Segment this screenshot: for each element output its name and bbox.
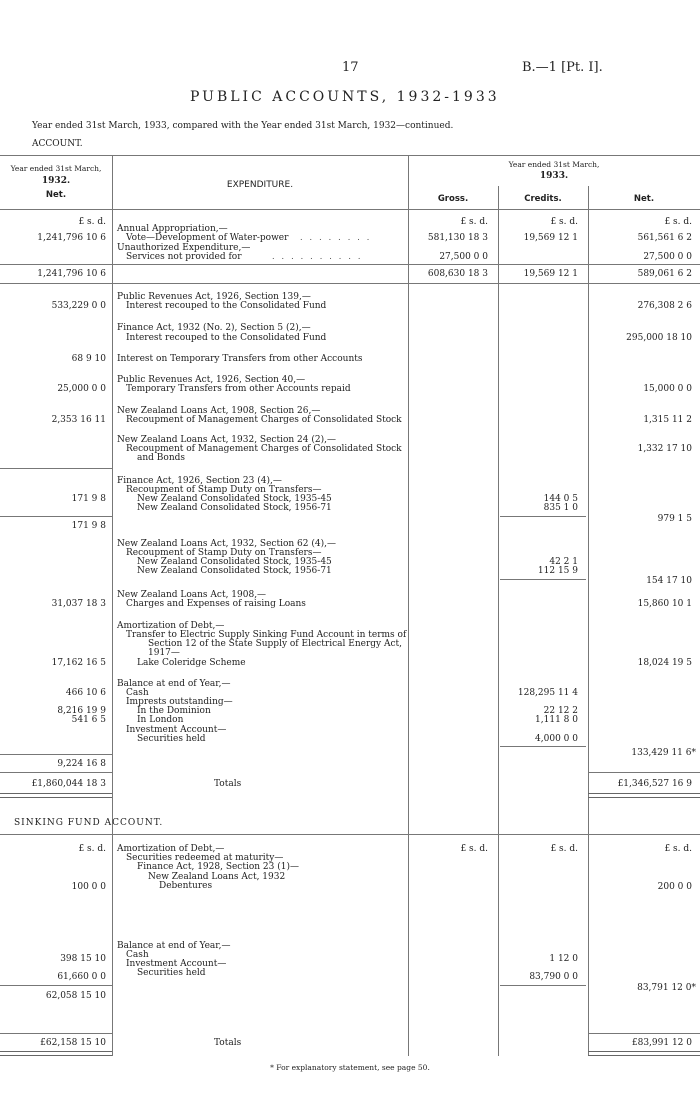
- row-label: New Zealand Loans Act, 1932: [148, 872, 286, 882]
- amount-prev: 398 15 10: [60, 954, 106, 964]
- document-reference: B.—1 [Pt. I].: [522, 60, 603, 75]
- row-label: Balance at end of Year,—: [117, 679, 231, 689]
- row-label: Securities redeemed at maturity—: [126, 853, 284, 863]
- currency-gross: £ s. d.: [460, 217, 488, 227]
- currency-gross: £ s. d.: [460, 844, 488, 854]
- subtotal-credit: 19,569 12 1: [523, 269, 578, 279]
- row-label: Finance Act, 1932 (No. 2), Section 5 (2),—: [117, 323, 311, 333]
- amount-credit: 1,111 8 0: [535, 715, 578, 725]
- amount-net: 18,024 19 5: [637, 658, 692, 668]
- row-label: New Zealand Loans Act, 1908, Section 26,—: [117, 406, 321, 416]
- amount-prev: 541 6 5: [71, 715, 106, 725]
- row-label: New Zealand Loans Act, 1908,—: [117, 590, 267, 600]
- row-label: Unauthorized Expenditure,—: [117, 243, 251, 253]
- amount-net: 1,315 11 2: [643, 415, 692, 425]
- subtotal-prev: 1,241,796 10 6: [37, 269, 106, 279]
- amount-credit: 19,569 12 1: [523, 233, 578, 243]
- currency-credits: £ s. d.: [550, 217, 578, 227]
- row-label: Cash: [126, 950, 149, 960]
- amount-credit: 4,000 0 0: [535, 734, 578, 744]
- amount-credit: 144 0 5: [543, 494, 578, 504]
- header-right-year-num: 1933.: [539, 171, 569, 181]
- row-label: Vote—Development of Water-power: [126, 233, 289, 243]
- amount-net: 133,429 11 6*: [631, 748, 696, 758]
- row-label: Amortization of Debt,—: [117, 621, 225, 631]
- currency-net: £ s. d.: [664, 217, 692, 227]
- amount-prev: 61,660 0 0: [57, 972, 106, 982]
- subtotal-prev: 171 9 8: [71, 521, 106, 531]
- row-label: New Zealand Loans Act, 1932, Section 62 (4),—: [117, 539, 336, 549]
- row-label: Charges and Expenses of raising Loans: [126, 599, 306, 609]
- row-label: Balance at end of Year,—: [117, 941, 231, 951]
- header-gross: Gross.: [437, 194, 469, 204]
- row-label: Interest on Temporary Transfers from other Accounts: [117, 354, 363, 364]
- header-expenditure: EXPENDITURE.: [226, 180, 294, 190]
- subtotal-prev: 62,058 15 10: [45, 991, 106, 1001]
- totals-label: Totals: [214, 1038, 242, 1048]
- row-label: In London: [137, 715, 184, 725]
- total-prev: £1,860,044 18 3: [31, 779, 106, 789]
- amount-credit: 128,295 11 4: [517, 688, 578, 698]
- row-label: Recoupment of Stamp Duty on Transfers—: [126, 485, 322, 495]
- subtotal-prev: 9,224 16 8: [57, 759, 106, 769]
- header-left-net: Net.: [45, 190, 67, 200]
- row-label: In the Dominion: [137, 706, 211, 716]
- row-label: Temporary Transfers from other Accounts repaid: [126, 384, 351, 394]
- row-label: Recoupment of Stamp Duty on Transfers—: [126, 548, 322, 558]
- amount-prev: 466 10 6: [65, 688, 106, 698]
- header-left-year-num: 1932.: [41, 176, 71, 186]
- amount-prev: 171 9 8: [71, 494, 106, 504]
- amount-credit: 42 2 1: [549, 557, 578, 567]
- row-label: Interest recouped to the Consolidated Fund: [126, 333, 327, 343]
- section-label: ACCOUNT.: [32, 139, 83, 149]
- amount-net: 83,791 12 0*: [637, 983, 696, 993]
- amount-net: 27,500 0 0: [643, 252, 692, 262]
- row-label: Section 12 of the State Supply of Electrical Energy Act,: [148, 639, 402, 649]
- header-right-year: Year ended 31st March,: [508, 160, 600, 169]
- amount-prev: 2,353 16 11: [51, 415, 106, 425]
- page-number: 17: [342, 60, 359, 75]
- row-label: New Zealand Consolidated Stock, 1956-71: [137, 503, 332, 513]
- amount-prev: 533,229 0 0: [51, 301, 106, 311]
- currency-credits: £ s. d.: [550, 844, 578, 854]
- currency-net: £ s. d.: [664, 844, 692, 854]
- amount-gross: 27,500 0 0: [439, 252, 488, 262]
- row-label: Public Revenues Act, 1926, Section 139,—: [117, 292, 311, 302]
- amount-net: 15,860 10 1: [637, 599, 692, 609]
- row-label: New Zealand Loans Act, 1932, Section 24 (2),—: [117, 435, 336, 445]
- amount-prev: 25,000 0 0: [57, 384, 106, 394]
- row-label: and Bonds: [137, 453, 185, 463]
- sinking-heading: SINKING FUND ACCOUNT.: [14, 818, 164, 828]
- row-label: New Zealand Consolidated Stock, 1956-71: [137, 566, 332, 576]
- row-label: Recoupment of Management Charges of Consolidated Stock: [126, 415, 402, 425]
- total-net: £1,346,527 16 9: [617, 779, 692, 789]
- amount-net: 200 0 0: [657, 882, 692, 892]
- header-net: Net.: [633, 194, 655, 204]
- row-label: Annual Appropriation,—: [117, 224, 228, 234]
- amount-net: 154 17 10: [646, 576, 692, 586]
- total-net: £83,991 12 0: [631, 1038, 692, 1048]
- amount-credit: 1 12 0: [549, 954, 578, 964]
- row-label: New Zealand Consolidated Stock, 1935-45: [137, 557, 332, 567]
- row-label: 1917—: [148, 648, 180, 658]
- amount-net: 561,561 6 2: [637, 233, 692, 243]
- amount-net: 1,332 17 10: [637, 444, 692, 454]
- page-subtitle: Year ended 31st March, 1933, compared with the Year ended 31st March, 1932—continued.: [32, 121, 454, 131]
- amount-gross: 581,130 18 3: [427, 233, 488, 243]
- row-label: Finance Act, 1926, Section 23 (4),—: [117, 476, 282, 486]
- header-left-year: Year ended 31st March,: [10, 164, 102, 173]
- subtotal-net: 589,061 6 2: [637, 269, 692, 279]
- row-label: Debentures: [159, 881, 213, 891]
- currency-prev: £ s. d.: [78, 844, 106, 854]
- amount-prev: 8,216 19 9: [57, 706, 106, 716]
- amount-net: 276,308 2 6: [637, 301, 692, 311]
- row-label: Amortization of Debt,—: [117, 844, 225, 854]
- amount-net: 295,000 18 10: [626, 333, 692, 343]
- row-label: Recoupment of Management Charges of Consolidated Stock: [126, 444, 402, 454]
- totals-label: Totals: [214, 779, 242, 789]
- footnote: * For explanatory statement, see page 50.: [270, 1063, 430, 1072]
- currency-prev: £ s. d.: [78, 217, 106, 227]
- amount-prev: 1,241,796 10 6: [37, 233, 106, 243]
- amount-credit: 83,790 0 0: [529, 972, 578, 982]
- row-label: New Zealand Consolidated Stock, 1935-45: [137, 494, 332, 504]
- row-label: Services not provided for: [126, 252, 242, 262]
- header-credits: Credits.: [524, 194, 562, 204]
- row-label: Investment Account—: [126, 959, 227, 969]
- amount-prev: 31,037 18 3: [51, 599, 106, 609]
- amount-prev: 17,162 16 5: [51, 658, 106, 668]
- amount-credit: 22 12 2: [543, 706, 578, 716]
- row-label: Cash: [126, 688, 149, 698]
- subtotal-gross: 608,630 18 3: [427, 269, 488, 279]
- amount-prev: 68 9 10: [71, 354, 106, 364]
- amount-credit: 835 1 0: [543, 503, 578, 513]
- row-label: Public Revenues Act, 1926, Section 40,—: [117, 375, 306, 385]
- amount-net: 15,000 0 0: [643, 384, 692, 394]
- row-label: Transfer to Electric Supply Sinking Fund Account in terms of: [126, 630, 407, 640]
- row-label: Imprests outstanding—: [126, 697, 233, 707]
- amount-credit: 112 15 9: [537, 566, 578, 576]
- row-label: Lake Coleridge Scheme: [137, 658, 246, 668]
- row-label: Finance Act, 1928, Section 23 (1)—: [137, 862, 299, 872]
- row-label: Securities held: [137, 968, 206, 978]
- page-title: PUBLIC ACCOUNTS, 1932-1933: [190, 89, 500, 105]
- row-label: Securities held: [137, 734, 206, 744]
- row-label: Interest recouped to the Consolidated Fund: [126, 301, 327, 311]
- row-label: Investment Account—: [126, 725, 227, 735]
- amount-net: 979 1 5: [657, 514, 692, 524]
- total-prev: £62,158 15 10: [40, 1038, 106, 1048]
- amount-prev: 100 0 0: [71, 882, 106, 892]
